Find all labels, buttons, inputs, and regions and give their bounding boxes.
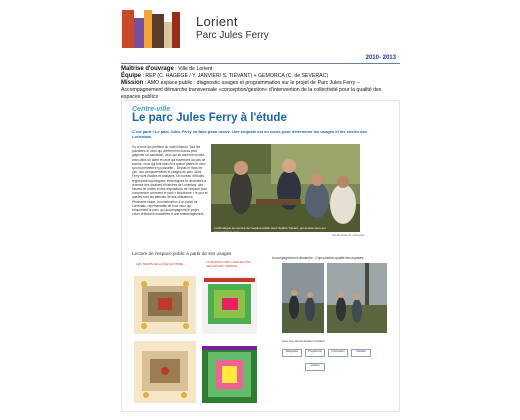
plan-panel-1 — [134, 276, 196, 334]
maitrise-value: : Ville de Lorient — [173, 66, 213, 72]
article-title: Le parc Jules Ferry à l'étude — [132, 112, 287, 124]
red-label-division: LA DIVISION DES USAGES PAR CELLES DE L'ESPACE — [206, 260, 251, 268]
plan-panel-2 — [202, 276, 257, 334]
article-lead: C'est parti ! Le parc Jules Ferry va faire peau neuve. Une enquête est en cours pour déterminer les usages et les envies des Lorientais. — [132, 129, 368, 139]
flow-step: Diagnostic — [282, 349, 302, 357]
equipe-label: Équipe — [121, 73, 142, 79]
equipe-value: : REP (C. HAGÈGE / Y. JANVIER/ S. TIÉVANT) + GEMORCA (C. de SEVERAC) — [141, 73, 329, 79]
article-photo — [211, 144, 360, 232]
photo-workshop-1 — [282, 263, 324, 333]
photo-credit: Crédit Jean-M. Hubertiel — [332, 233, 365, 237]
article-kicker: Centre-ville — [132, 106, 171, 113]
mission-value: : AMO espace public : diagnostic usages et programmation sur le projet de Parc Jules Ferry – Accompagnement démarche transversale «conception/gestion» d'intervention de la collectivité pour la qualité des espaces publics — [121, 80, 382, 100]
red-label-temps: LES TEMPS DE LA VIE QUOTIDIE... — [136, 262, 186, 266]
article-poster — [121, 100, 400, 412]
logo — [122, 10, 180, 48]
page-subtitle: Parc Jules Ferry — [196, 30, 269, 41]
flow-step: Programme — [305, 349, 325, 357]
plan-panel-3 — [134, 341, 196, 403]
maitrise-label: Maîtrise d'ouvrage — [121, 66, 174, 72]
photo-workshop-2 — [327, 263, 387, 333]
page-title: Lorient — [196, 14, 238, 29]
flow-step: Gestion — [305, 363, 325, 371]
article-body: Il y a ceux qui profitent du soleil blanchi. Tout les poussées et ceux qui préfèrent les bancs pour grignoter un sandwich, ceux qui se donnent rendez-vous dans un abbé et ceux qui traversent au pas de course, ceux qui font blanchi à quatre pattes et ceux qu'ont première en poussette... Depuis le mois de juin, nos comportements et usages du parc Jules Ferry sont étudiés et analysés. Un bureau d'études regroupant sociologues, ethnologues et urbanistes a recensé des dizaines d'histoires de Lorientais, des heures de visites et des dispositions de l'espace pour comprendre comment le parc « fonctionne » le jour et quelles sont les attentes de ses utilisateurs. Prochaine étape, la construction d'un panel de Lorientais, représentatifs de tous ceux qui fréquentent le parc, qui accompagnera le projet. Leurs réflexions encadrées à une réaménagement. — [132, 145, 208, 217]
plan-panel-4 — [202, 346, 257, 403]
photo-caption: L'ethnologue au service de l'espace public avec Sophie Tiévant, qui écoute ceux qui fréquentent le parc. — [214, 226, 326, 234]
flow-step: Conception — [328, 349, 348, 357]
divider — [121, 63, 400, 64]
period: 2010- 2013 — [365, 55, 396, 61]
section-accompagnement-title: Accompagnement démarche : Coproduction qualité des espaces — [272, 256, 364, 260]
mission-label: Mission — [121, 80, 144, 86]
flow-step: Chantier — [351, 349, 371, 357]
flow-title: pour une démonstration urbaine — [282, 339, 325, 343]
section-usages-title: Lecture de l'espace public à partir de ses usages — [132, 251, 232, 256]
